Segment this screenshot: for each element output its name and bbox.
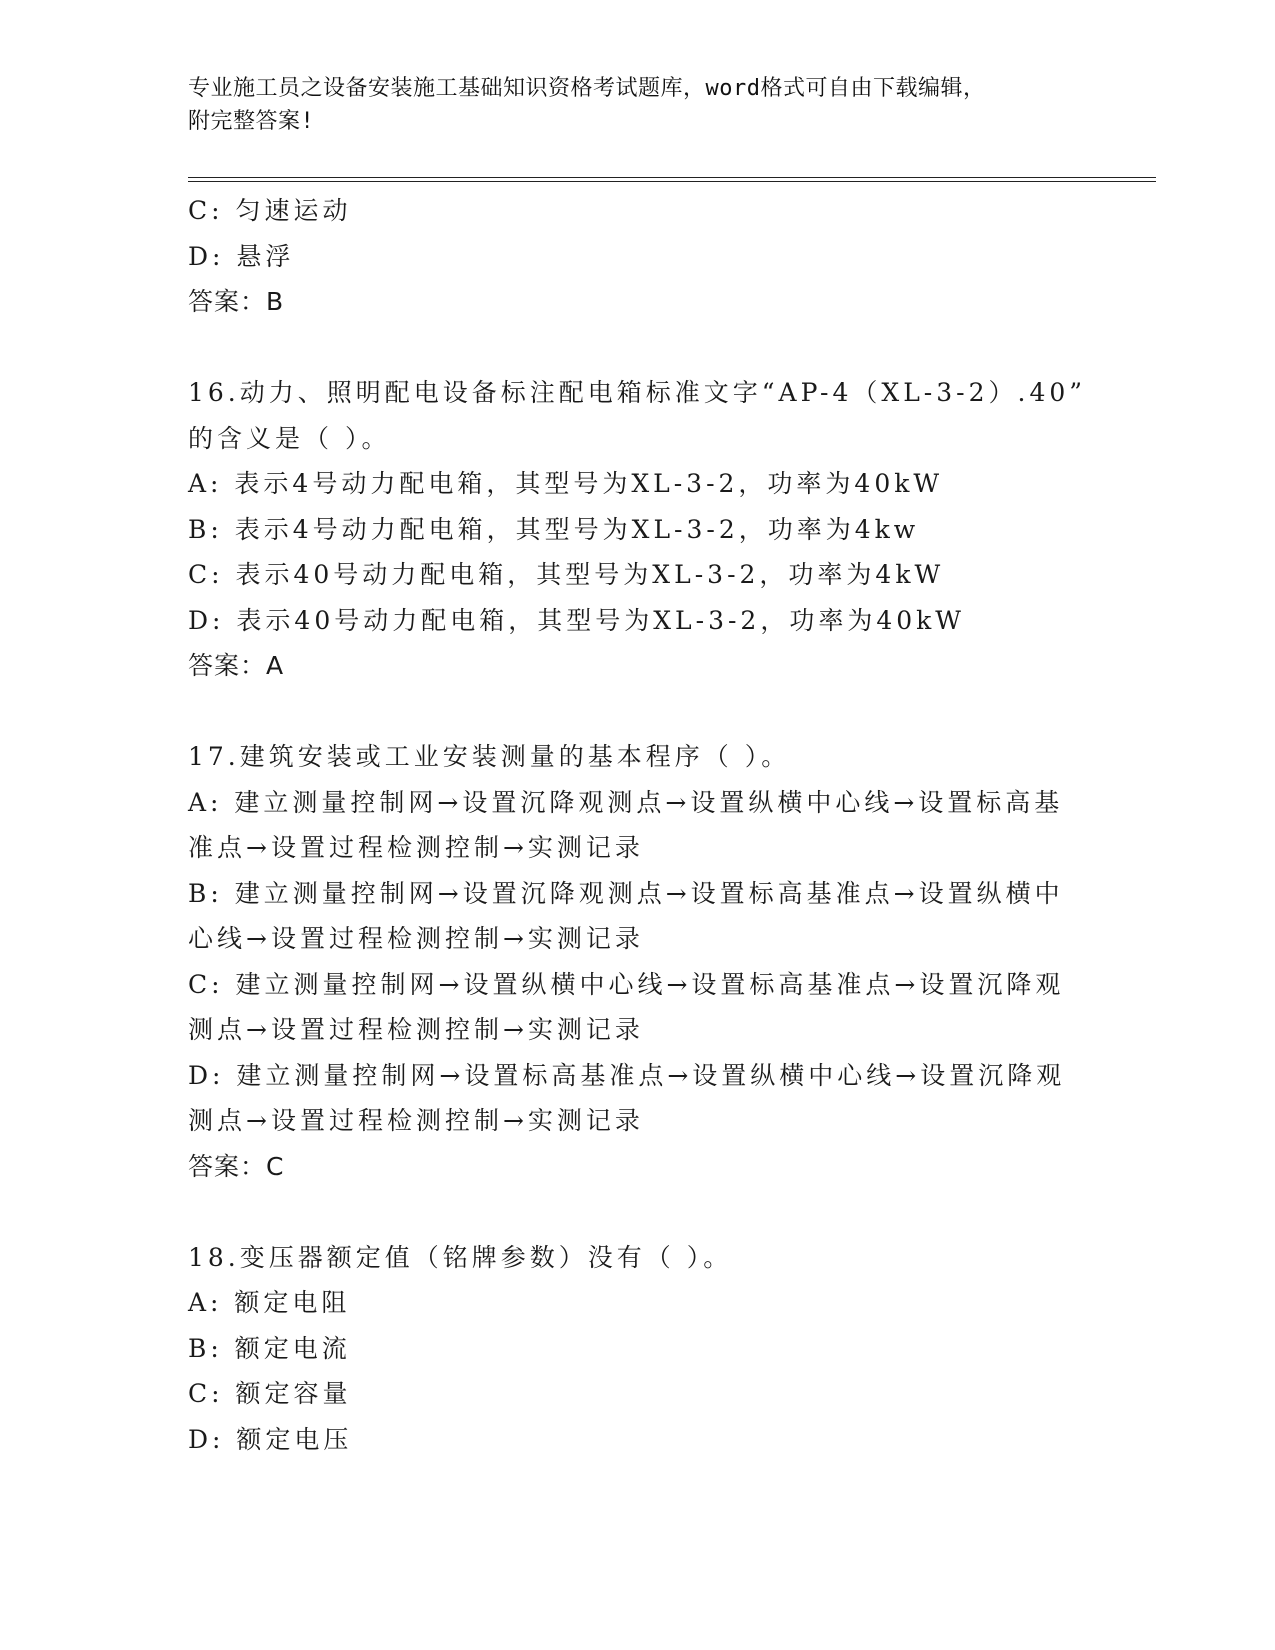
header-line-2: 附完整答案!	[188, 109, 315, 134]
header-divider	[188, 177, 1156, 182]
q16-option-a: A: 表示4号动力配电箱，其型号为XL-3-2，功率为40kW	[188, 469, 944, 498]
q17-stem: 17.建筑安装或工业安装测量的基本程序（ ）。	[188, 742, 791, 771]
q17-option-c-line-2: 测点→设置过程检测控制→实测记录	[188, 1015, 644, 1044]
q16-option-d: D: 表示40号动力配电箱，其型号为XL-3-2，功率为40kW	[188, 605, 965, 635]
q18-option-b: B: 额定电流	[188, 1333, 351, 1363]
q17-option-a-line-2: 准点→设置过程检测控制→实测记录	[188, 833, 644, 862]
question-content	[188, 188, 1088, 1462]
q17-option-d-line-1: D: 建立测量控制网→设置标高基准点→设置纵横中心线→设置沉降观	[188, 1060, 1066, 1090]
q15-answer: 答案：B	[188, 287, 285, 316]
q16-option-b: B: 表示4号动力配电箱，其型号为XL-3-2，功率为4kw	[188, 514, 920, 544]
question-15-tail	[188, 188, 1088, 325]
question-17	[188, 734, 1088, 1189]
q16-stem-line-2: 的含义是（ ）。	[188, 423, 391, 453]
q17-option-c-line-1: C: 建立测量控制网→设置纵横中心线→设置标高基准点→设置沉降观	[188, 969, 1065, 999]
q17-option-b-line-2: 心线→设置过程检测控制→实测记录	[188, 924, 644, 953]
q18-stem: 18.变压器额定值（铭牌参数）没有（ ）。	[188, 1242, 733, 1272]
document-header	[188, 72, 1088, 138]
q18-option-c: C: 额定容量	[188, 1379, 352, 1408]
header-line-1: 专业施工员之设备安装施工基础知识资格考试题库，word格式可自由下载编辑，	[188, 76, 986, 101]
q17-answer: 答案：C	[188, 1151, 285, 1181]
q16-option-c: C: 表示40号动力配电箱，其型号为XL-3-2，功率为4kW	[188, 560, 945, 589]
q16-stem-line-1: 16.动力、照明配电设备标注配电箱标准文字“AP-4（XL-3-2）.40”	[188, 378, 1087, 407]
spacer	[188, 1189, 1088, 1235]
q17-option-a-line-1: A: 建立测量控制网→设置沉降观测点→设置纵横中心线→设置标高基	[188, 787, 1064, 817]
q18-option-a: A: 额定电阻	[188, 1288, 351, 1317]
q18-option-d: D: 额定电压	[188, 1424, 353, 1454]
q16-answer: 答案：A	[188, 651, 285, 680]
q15-option-c: C: 匀速运动	[188, 196, 352, 225]
spacer	[188, 325, 1088, 371]
q17-option-d-line-2: 测点→设置过程检测控制→实测记录	[188, 1106, 644, 1135]
spacer	[188, 689, 1088, 735]
q15-option-d: D: 悬浮	[188, 241, 295, 271]
question-16	[188, 370, 1088, 689]
question-18	[188, 1235, 1088, 1463]
q17-option-b-line-1: B: 建立测量控制网→设置沉降观测点→设置标高基准点→设置纵横中	[188, 878, 1064, 908]
